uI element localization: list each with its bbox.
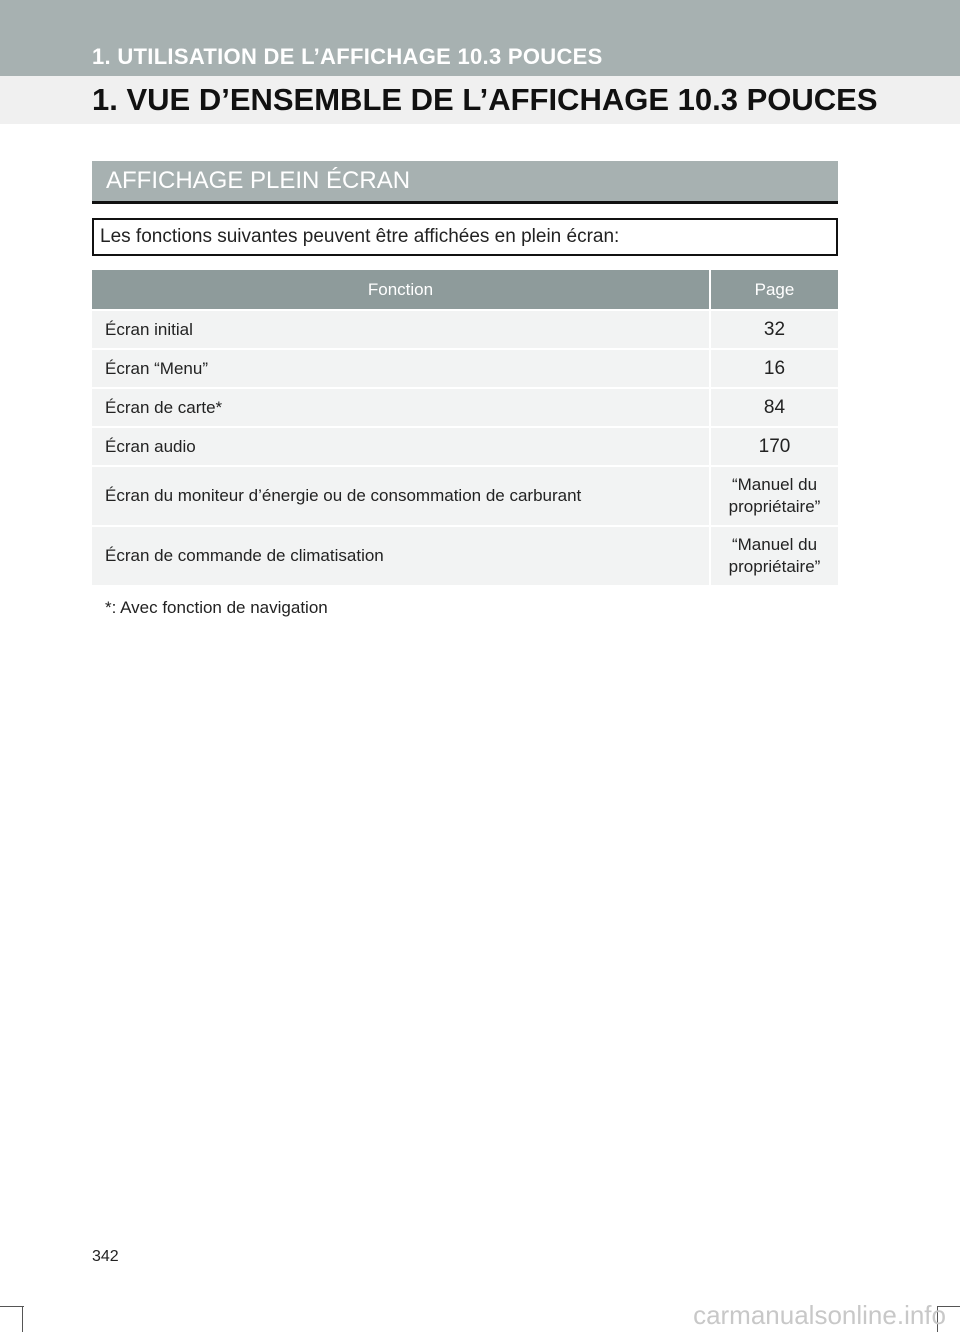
page-cell — [710, 466, 838, 526]
crop-mark — [22, 1306, 23, 1332]
intro-box — [92, 218, 838, 256]
function-cell: Écran audio — [92, 427, 710, 466]
function-table — [92, 270, 838, 585]
page-reference-line: “Manuel du — [731, 535, 818, 554]
function-cell: Écran de carte* — [92, 388, 710, 427]
table-row — [92, 310, 838, 349]
column-header-function: Fonction — [92, 270, 710, 310]
page-cell: 16 — [710, 349, 838, 388]
page-cell: 32 — [710, 310, 838, 349]
page-reference-line: “Manuel du — [731, 475, 818, 494]
table-row — [92, 427, 838, 466]
intro-text: Les fonctions suivantes peuvent être affichées en plein écran: — [100, 226, 620, 247]
page-reference-line: propriétaire” — [728, 497, 821, 516]
page-cell — [710, 526, 838, 585]
column-header-page: Page — [710, 270, 838, 310]
function-cell: Écran du moniteur d’énergie ou de consommation de carburant — [92, 466, 710, 526]
function-cell: Écran “Menu” — [92, 349, 710, 388]
page-reference-line: propriétaire” — [728, 557, 821, 576]
section-title: AFFICHAGE PLEIN ÉCRAN — [106, 167, 411, 194]
page-number: 342 — [92, 1248, 119, 1265]
table-row — [92, 349, 838, 388]
table-row — [92, 526, 838, 585]
table-row — [92, 388, 838, 427]
page-header — [0, 0, 960, 124]
chapter-title: 1. UTILISATION DE L’AFFICHAGE 10.3 POUCES — [92, 44, 603, 69]
watermark-text: carmanualsonline.info — [693, 1300, 946, 1330]
page-title: 1. VUE D’ENSEMBLE DE L’AFFICHAGE 10.3 POUCES — [92, 82, 878, 117]
page-cell: 170 — [710, 427, 838, 466]
section-header — [92, 161, 838, 204]
function-cell: Écran initial — [92, 310, 710, 349]
table-row — [92, 466, 838, 526]
crop-mark — [0, 1306, 24, 1307]
footnote: *: Avec fonction de navigation — [105, 598, 328, 617]
page-cell: 84 — [710, 388, 838, 427]
function-cell: Écran de commande de climatisation — [92, 526, 710, 585]
